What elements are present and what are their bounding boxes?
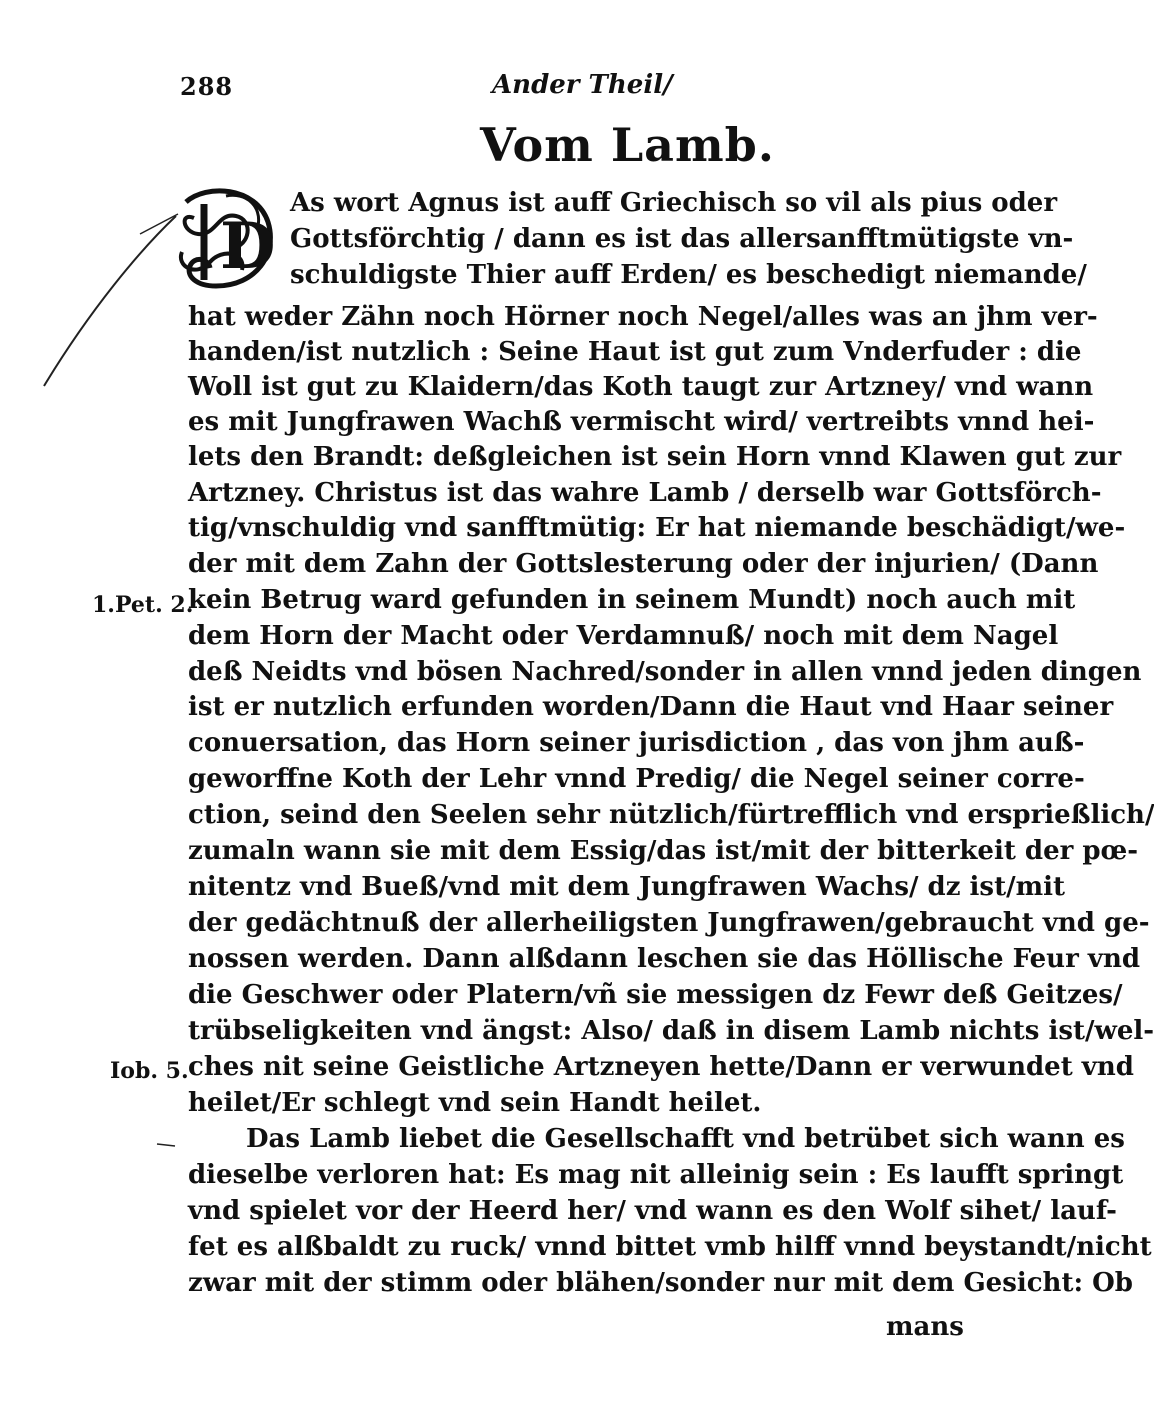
text-line: Das Lamb liebet die Gesellschafft vnd betrübet sich wann es <box>246 1124 1125 1154</box>
text-line: tig/vnschuldig vnd sanfftmütig: Er hat niemande beschädigt/we- <box>188 513 1126 543</box>
ink-stroke-mark <box>20 210 180 390</box>
margin-note: Iob. 5. <box>110 1058 189 1084</box>
text-line: ches nit seine Geistliche Artzneyen hette/Dann er verwundet vnd <box>188 1052 1134 1082</box>
text-line: Artzney. Christus ist das wahre Lamb / derselb war Gottsförch- <box>188 478 1102 508</box>
drop-cap-initial <box>176 182 280 294</box>
catchword: mans <box>886 1312 964 1342</box>
text-line: es mit Jungfrawen Wachß vermischt wird/ vertreibts vnnd hei- <box>188 407 1095 437</box>
running-head: Ander Theil/ <box>492 70 673 100</box>
text-line: der mit dem Zahn der Gottslesterung oder der injurien/ (Dann <box>188 549 1099 579</box>
text-line: lets den Brandt: deßgleichen ist sein Horn vnnd Klawen gut zur <box>188 442 1122 472</box>
margin-note: 1.Pet. 2. <box>92 592 194 618</box>
text-line: hat weder Zähn noch Hörner noch Negel/alles was an jhm ver- <box>188 302 1098 332</box>
text-line: kein Betrug ward gefunden in seinem Mundt) noch auch mit <box>188 585 1076 615</box>
text-line: vnd spielet vor der Heerd her/ vnd wann es den Wolf sihet/ lauf- <box>188 1196 1117 1226</box>
text-line: zwar mit der stimm oder blähen/sonder nur mit dem Gesicht: Ob <box>188 1268 1133 1298</box>
text-line: geworffne Koth der Lehr vnnd Predig/ die Negel seiner corre- <box>188 764 1085 794</box>
text-line: heilet/Er schlegt vnd sein Handt heilet. <box>188 1088 762 1118</box>
text-line: Gottsförchtig / dann es ist das allersanfftmütigste vn- <box>290 224 1074 254</box>
text-line: nitentz vnd Bueß/vnd mit dem Jungfrawen Wachs/ dz ist/mit <box>188 872 1065 902</box>
text-line: nossen werden. Dann alßdann leschen sie das Höllische Feur vnd <box>188 944 1141 974</box>
text-line: die Geschwer oder Platern/vñ sie messigen dz Fewr deß Geitzes/ <box>188 980 1123 1010</box>
tick-mark <box>155 1140 179 1150</box>
drop-cap-letter: D <box>220 209 276 284</box>
text-line: trübseligkeiten vnd ängst: Also/ daß in disem Lamb nichts ist/wel- <box>188 1016 1154 1046</box>
text-line: fet es alßbaldt zu ruck/ vnnd bittet vmb hilff vnnd beystandt/nicht <box>188 1232 1152 1262</box>
text-line: conuersation, das Horn seiner jurisdiction , das von jhm auß- <box>188 728 1085 758</box>
text-line: ist er nutzlich erfunden worden/Dann die Haut vnd Haar seiner <box>188 692 1114 722</box>
text-line: dem Horn der Macht oder Verdamnuß/ noch mit dem Nagel <box>188 621 1059 651</box>
text-line: dieselbe verloren hat: Es mag nit alleinig sein : Es laufft springt <box>188 1160 1124 1190</box>
text-line: zumaln wann sie mit dem Essig/das ist/mit der bitterkeit der pœ- <box>188 836 1139 866</box>
section-title: Vom Lamb. <box>480 118 775 172</box>
text-line: deß Neidts vnd bösen Nachred/sonder in allen vnnd jeden dingen <box>188 657 1142 687</box>
page-number: 288 <box>180 72 234 101</box>
text-line: handen/ist nutzlich : Seine Haut ist gut zum Vnderfuder : die <box>188 337 1082 367</box>
text-line: As wort Agnus ist auff Griechisch so vil als pius oder <box>290 188 1058 218</box>
text-line: der gedächtnuß der allerheiligsten Jungfrawen/gebraucht vnd ge- <box>188 908 1150 938</box>
text-line: schuldigste Thier auff Erden/ es beschedigt niemande/ <box>290 260 1087 290</box>
text-line: Woll ist gut zu Klaidern/das Koth taugt zur Artzney/ vnd wann <box>188 372 1094 402</box>
text-line: ction, seind den Seelen sehr nützlich/fürtrefflich vnd ersprießlich/ <box>188 800 1154 830</box>
